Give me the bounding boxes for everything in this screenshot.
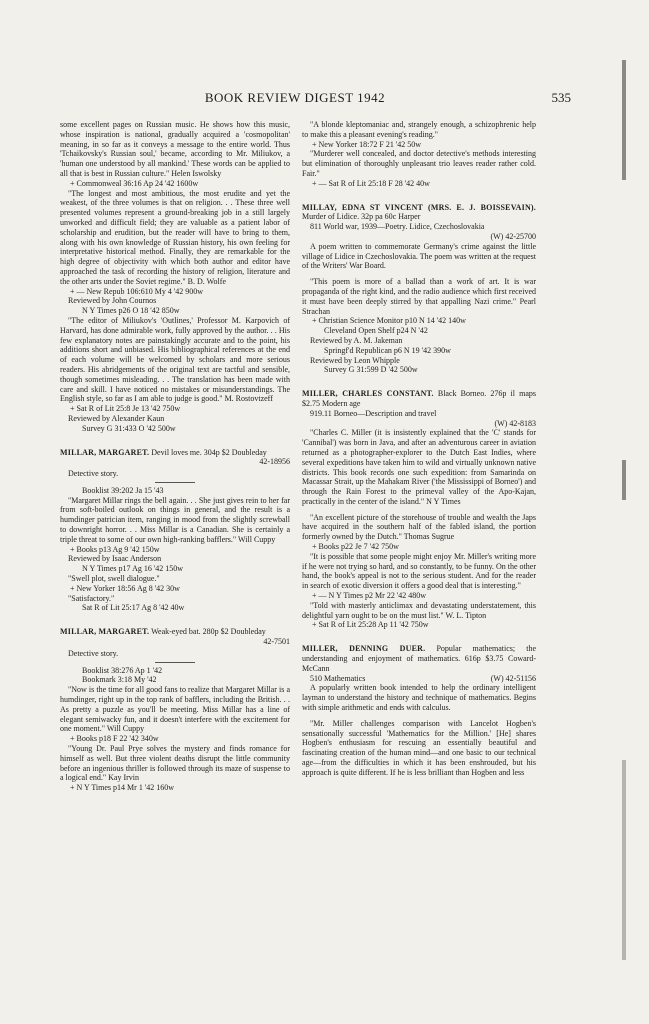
citation: + — Sat R of Lit 25:18 F 28 '42 40w xyxy=(312,178,430,188)
subject-note: Detective story. xyxy=(68,648,119,658)
citation: + — N Y Times p2 Mr 22 '42 480w xyxy=(312,591,427,601)
review-text: "The editor of Miliukov's 'Outlines,' Professor M. Karpovich of Harvard, has done admirable work, fully approved by the author. . . His few explanatory notes are painstakingly accurate and to the point, his additions short and unbiased. His bibliographical references at the end of each volume will be welcomed by scholars and more serious readers. His abridgements of the original text are tactful and sensible, though sometimes misleading. . . The translation has been made with care and skill. I have noticed no mistakes or misunderstandings. The English style, so far as I am able to judge is good." M. Rostovtzeff xyxy=(60,315,290,404)
entry-heading xyxy=(302,203,536,223)
citation: + Christian Science Monitor p10 N 14 '42 140w xyxy=(312,316,466,326)
citation: + Sat R of Lit 25:28 Ap 11 '42 750w xyxy=(312,620,429,630)
summary-text: "Charles C. Miller (it is insistently explained that the 'C' stands for 'Cannibal') was born in Java, and after an adventurous career in aviation returned as a photographer-explorer to the Dutch East Indies, where several expeditions have taken him to wild and virtually unknown native districts. This book records one such expedition: from Samarinda on Macassar Strait, up the Mahakam River ('the Mississippi of Borneo') and through the Rain Forest to the primeval valley of the Apo-Kajan, practically in the center of the island." N Y Times xyxy=(302,428,536,506)
page-edge-mark xyxy=(622,60,626,180)
review-text: "Satisfactory." xyxy=(68,593,115,603)
citation: + New Yorker 18:72 F 21 '42 50w xyxy=(312,139,422,149)
entry-miller-denning xyxy=(302,644,536,777)
citation: + Sat R of Lit 25:8 Je 13 '42 750w xyxy=(70,404,181,414)
review-text: "This poem is more of a ballad than a work of art. It is war propaganda of the right kind, and the radio audience which first received it must have been deeply stirred by that appalling Nazi crime." Pearl Strachan xyxy=(302,277,536,316)
reviewed-by: Reviewed by A. M. Jakeman xyxy=(310,335,403,345)
catalog-number: 42-7501 xyxy=(263,637,290,647)
entry-title: Devil loves me. 304p $2 Doubleday xyxy=(151,447,267,457)
reviewed-by: Reviewed by Alexander Kaun xyxy=(68,413,165,423)
classification: 811 World war, 1939—Poetry. Lidice, Czechoslovakia xyxy=(310,222,485,232)
entry-heading xyxy=(302,389,536,409)
citation: N Y Times p17 Ag 16 '42 150w xyxy=(82,564,184,574)
page-edge-mark xyxy=(622,760,626,960)
summary-text: A poem written to commemorate Germany's crime against the little village of Lidice in Czechoslovakia. The poem was written at the request of the Writers' War Board. xyxy=(302,241,536,271)
review-text: "A blonde kleptomaniac and, strangely enough, a schizophrenic help to make this a pleasant evening's reading." xyxy=(302,120,536,139)
entry-title: Weak-eyed bat. 280p $2 Doubleday xyxy=(151,627,266,637)
entry-millar-weak-eyed xyxy=(60,627,290,793)
entry-author: MILLER, DENNING DUER. xyxy=(302,644,426,654)
review-text: "Young Dr. Paul Prye solves the mystery and finds romance for himself as well. But three violent deaths disrupt the little community before an ingenious thriller is followed through its maze of suspense to a logical end." Kay Irvin xyxy=(60,744,290,783)
citation: N Y Times p26 O 18 '42 850w xyxy=(82,306,180,316)
classification: 510 Mathematics xyxy=(310,673,366,683)
citation: + Commonweal 36:16 Ap 24 '42 1600w xyxy=(70,178,199,188)
review-text: "It is possible that some people might enjoy Mr. Miller's writing more if he were not trying so hard, and so constantly, to be funny. On the other hand, the book's appeal is not to the serious student. And for the reader in search of exotic diversion it offers a good deal that is interesting." xyxy=(302,551,536,591)
entry-author: MILLAR, MARGARET. xyxy=(60,627,150,637)
citation: Bookmark 3:18 My '42 xyxy=(82,675,157,685)
reviewed-by: Reviewed by Isaac Anderson xyxy=(68,554,162,564)
catalog-number: (W) 42-51156 xyxy=(490,673,536,683)
catalog-number: (W) 42-8183 xyxy=(494,418,536,428)
entry-miller-charles xyxy=(302,389,536,630)
entry-heading xyxy=(60,627,290,637)
separator-rule xyxy=(155,482,195,483)
review-text: some excellent pages on Russian music. He shows how this music, whose inspiration is national, gradually acquired a 'cosmopolitan' meaning, in so far as it conveys a message to the entire world. Thus 'Tchaikovsky's Russian soul,' became, according to Mr. Miliukov, a 'human one understood by all mankind.' These words can be applied to all that is best in Russian culture." Helen Iswolsky xyxy=(60,120,290,178)
review-text: "Now is the time for all good fans to realize that Margaret Millar is a humdinger, right up in the top rank of bafflers, including the British. . . As pretty a puzzle as you'll be meeting. Miss Millar has a line of elegant semiwacky fun, and it doesn't interfere with the excitement for one moment." Will Cuppy xyxy=(60,685,290,734)
citation: Cleveland Open Shelf p24 N '42 xyxy=(324,326,428,336)
citation: Springf'd Republican p6 N 19 '42 390w xyxy=(324,345,451,355)
entry-millay xyxy=(302,203,536,376)
citation: Sat R of Lit 25:17 Ag 8 '42 40w xyxy=(82,603,185,613)
separator-rule xyxy=(155,662,195,663)
subject-note: Detective story. xyxy=(68,469,119,479)
citation: + Books p18 F 22 '42 340w xyxy=(70,734,159,744)
catalog-number: 42-18956 xyxy=(259,457,290,467)
review-text: "An excellent picture of the storehouse of trouble and wealth the Japs have acquired in the southern half of the fabled island, the portion formerly owned by the Dutch." Thomas Sugrue xyxy=(302,512,536,542)
citation: + Books p22 Je 7 '42 750w xyxy=(312,542,399,552)
classification: 919.11 Borneo—Description and travel xyxy=(310,408,437,418)
citation: Booklist 38:276 Ap 1 '42 xyxy=(82,665,163,675)
page-number: 535 xyxy=(551,90,571,105)
review-text: "Mr. Miller challenges comparison with Lancelot Hogben's sensationally successful 'Mathematics for the Million.' [He] shares Hogben's enthusiasm for rescuing an essentially beautiful and fascinating creation of the human mind—and one basic to our technical age—from the difficulties in which it has been enshrouded, but his approach is quite different. If he is less brilliant than Hogben and less xyxy=(302,718,536,777)
entry-heading xyxy=(60,448,290,458)
entry-author: MILLER, CHARLES CONSTANT. xyxy=(302,389,434,399)
citation: Survey G 31:599 D '42 500w xyxy=(324,365,418,375)
running-title: BOOK REVIEW DIGEST 1942 xyxy=(204,90,386,105)
citation: + — New Repub 106:610 My 4 '42 900w xyxy=(70,286,204,296)
summary-text: A popularly written book intended to help the ordinary intelligent layman to understand the history and technique of mathematics. Begins with simple arithmetic and ends with calculus. xyxy=(302,683,536,713)
review-text: "The longest and most ambitious, the most erudite and yet the weakest, of the three volumes is that on religion. . . These three well presented volumes represent a ground-breaking job in a still largely unworked and difficult field; they are valuable as a patient labor of scholarship and erudition, but the reader will have to bring to them, along with his own knowledge of Russian history, his own feeling for interpretative historical method. Finally, they are remarkable for the high degree of objectivity with which both author and editor have approached the task of recording the history of religion, literature and the other arts under the Soviet regime." B. D. Wolfe xyxy=(60,188,290,286)
entry-heading xyxy=(302,644,536,673)
left-column xyxy=(60,120,290,793)
entry-title: Popular mathematics; the understanding and enjoyment of mathematics. 616p $3.75 Coward-McCann xyxy=(302,644,537,673)
right-column xyxy=(302,120,536,778)
review-text: "Margaret Millar rings the bell again. . . She just gives rein to her far from soft-boiled outlook on things in general, and the result is a humdinger patrician item, ranging in mood from the slightly screwball to downright horror. . . Miss Millar is a Canadian. She is certainly a triple threat to some of our own high-ranking bafflers." Will Cuppy xyxy=(60,495,290,544)
page-edge-mark xyxy=(622,460,626,500)
page-header xyxy=(0,90,649,110)
citation: + New Yorker 18:56 Ag 8 '42 30w xyxy=(70,583,180,593)
entry-title: Murder of Lidice. 32p pa 60c Harper xyxy=(302,212,421,222)
citation: + Books p13 Ag 9 '42 150w xyxy=(70,544,160,554)
reviewed-by: Reviewed by John Cournos xyxy=(68,296,157,306)
citation: Booklist 39:202 Ja 15 '43 xyxy=(82,485,164,495)
review-text: "Murderer well concealed, and doctor detective's methods interesting but elimination of thoroughly unpleasant trio leaves reader rather cold. Fair." xyxy=(302,149,536,178)
entry-author: MILLAR, MARGARET. xyxy=(60,447,150,457)
citation: + N Y Times p14 Mr 1 '42 160w xyxy=(70,783,175,793)
reviewed-by: Reviewed by Leon Whipple xyxy=(310,355,400,365)
entry-author: MILLAY, EDNA ST VINCENT (MRS. E. J. BOISSEVAIN). xyxy=(302,202,536,212)
citation: Survey G 31:433 O '42 500w xyxy=(82,423,176,433)
entry-title: Black Borneo. 276p il maps $2.75 Modern age xyxy=(302,389,537,408)
review-text: "Told with masterly anticlimax and devastating understatement, this delightful yarn ought to be on the must list." W. L. Tipton xyxy=(302,600,536,620)
catalog-number: (W) 42-25700 xyxy=(490,231,536,241)
review-text: "Swell plot, swell dialogue." xyxy=(68,574,160,584)
entry-millar-devil xyxy=(60,448,290,614)
classification-row xyxy=(302,674,536,684)
